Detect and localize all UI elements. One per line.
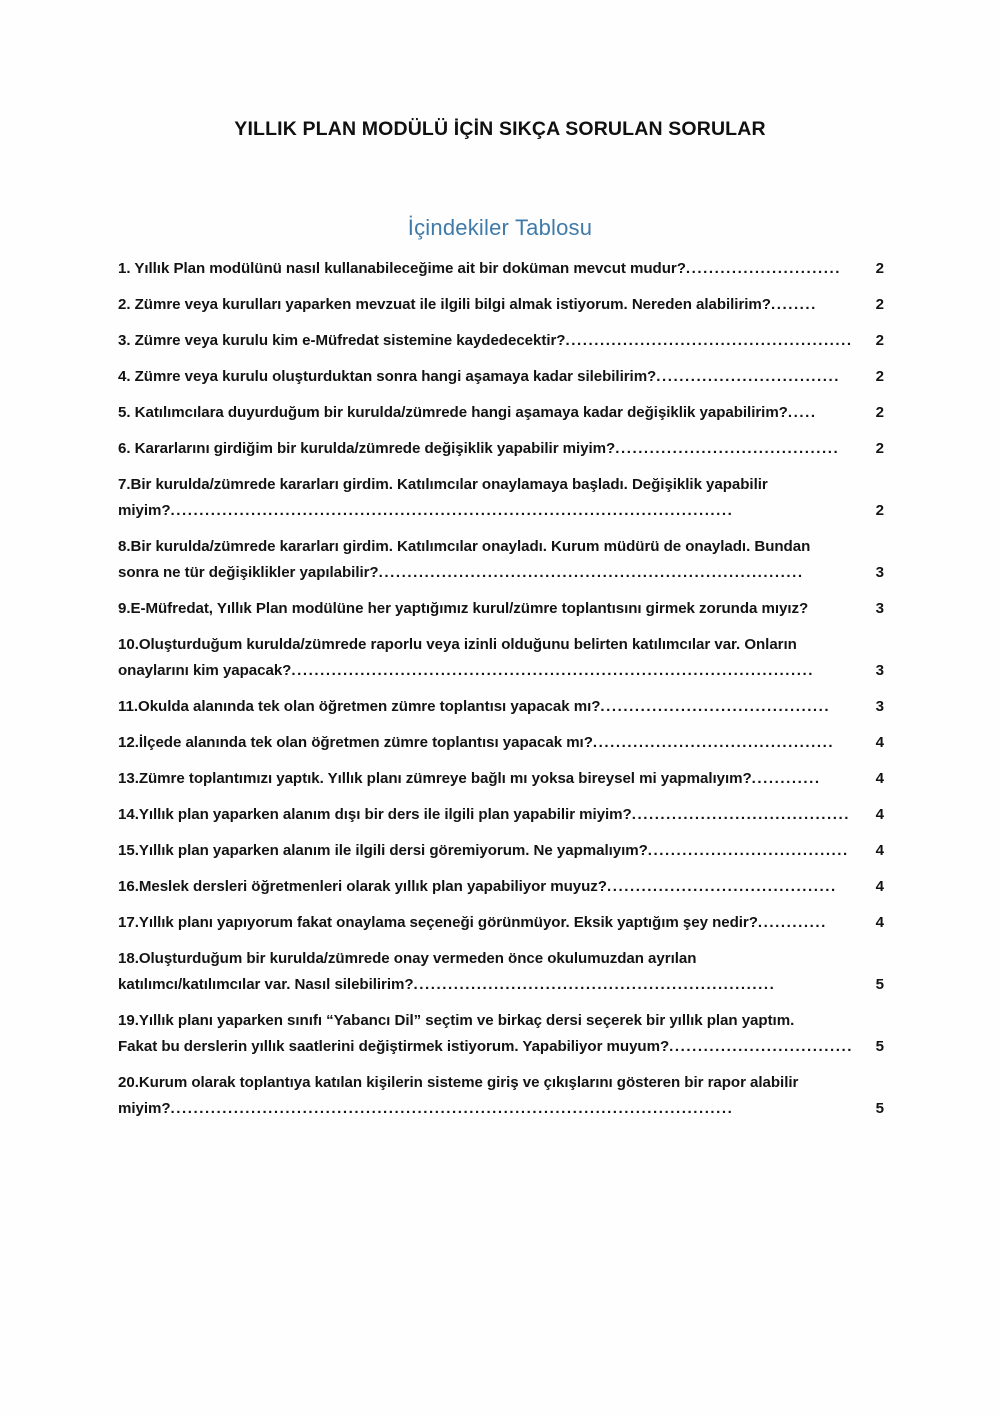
toc-dot-leader: ......................................: [631, 806, 850, 823]
toc-entry-label: miyim?: [118, 502, 171, 519]
toc-entry-label: 5. Katılımcılara duyurduğum bir kurulda/zümrede hangi aşamaya kadar değişiklik yapabilirim?: [118, 404, 788, 421]
toc-page-number: 2: [875, 296, 884, 313]
toc-dot-leader: ................................: [656, 368, 841, 385]
toc-entry[interactable]: [118, 910, 884, 936]
toc-entry-label: 3. Zümre veya kurulu kim e-Müfredat sistemine kaydedecektir?: [118, 332, 566, 349]
toc-entry[interactable]: [118, 292, 884, 318]
toc-entry-row: [118, 328, 884, 354]
toc-entry-text: 8.Bir kurulda/zümrede kararları girdim. Katılımcılar onayladı. Kurum müdürü de onayladı. Bundan: [118, 538, 811, 555]
toc-dot-leader: ............: [751, 770, 821, 787]
toc-dot-leader: ...........................................................................................: [291, 662, 815, 679]
toc-page-number: 2: [875, 440, 884, 457]
toc-entry-row: [118, 436, 884, 462]
toc-entry-label: 17.Yıllık planı yapıyorum fakat onaylama seçeneği görünmüyor. Eksik yaptığım şey nedir?: [118, 914, 758, 931]
toc-entry-text: 10.Oluşturduğum kurulda/zümrede raporlu veya izinli olduğunu belirten katılımcılar var. Onların: [118, 636, 797, 653]
toc-dot-leader: ..................................................................................................: [170, 1100, 734, 1117]
toc-entry[interactable]: [118, 364, 884, 390]
toc-entry-row: [118, 874, 884, 900]
toc-entry[interactable]: [118, 1070, 884, 1122]
toc-heading: İçindekiler Tablosu: [407, 215, 593, 240]
toc-entry-label: miyim?: [118, 1100, 171, 1117]
toc-entry[interactable]: [118, 766, 884, 792]
toc-dot-leader: ...............................................................: [413, 976, 776, 993]
toc-entry-row: [118, 658, 884, 684]
toc-entry[interactable]: [118, 946, 884, 998]
toc-entry-label: 6. Kararlarını girdiğim bir kurulda/zümrede değişiklik yapabilir miyim?: [118, 440, 616, 457]
toc-entry-row: [118, 1096, 884, 1122]
toc-entry-label: 11.Okulda alanında tek olan öğretmen zümre toplantısı yapacak mı?: [118, 698, 601, 715]
toc-page-number: 5: [875, 976, 884, 993]
toc-dot-leader: ..........................................................................: [378, 564, 804, 581]
toc-dot-leader: ........: [770, 296, 817, 313]
toc-page-number: 2: [875, 368, 884, 385]
toc-entry-row: [118, 400, 884, 426]
toc-page-number: 4: [875, 806, 884, 823]
toc-dot-leader: ...........................: [685, 260, 841, 277]
toc-entry[interactable]: [118, 694, 884, 720]
toc-page-number: 2: [875, 260, 884, 277]
toc-entry-label: 16.Meslek dersleri öğretmenleri olarak yıllık plan yapabiliyor muyuz?: [118, 878, 607, 895]
toc-dot-leader: ........................................: [606, 878, 837, 895]
toc-entry-text: 20.Kurum olarak toplantıya katılan kişilerin sisteme giriş ve çıkışlarını gösteren bir rapor alabilir: [118, 1074, 799, 1091]
toc-entry[interactable]: [118, 596, 884, 622]
toc-entry[interactable]: [118, 802, 884, 828]
toc-entry[interactable]: [118, 256, 884, 282]
toc-entry[interactable]: [118, 1008, 884, 1060]
toc-dot-leader: ........................................: [600, 698, 831, 715]
toc-entry-row: [118, 730, 884, 756]
toc-entry[interactable]: [118, 534, 884, 586]
toc-entry-row: [118, 802, 884, 828]
toc-entry-row: [118, 838, 884, 864]
toc-dot-leader: ..........................................: [592, 734, 835, 751]
toc-entry-row: [118, 364, 884, 390]
toc-page-number: 4: [875, 770, 884, 787]
toc-page-number: 3: [875, 662, 884, 679]
toc-entry-row: [118, 694, 884, 720]
toc-dot-leader: .......................................: [615, 440, 840, 457]
toc-dot-leader: .....: [787, 404, 817, 421]
toc-page-number: 5: [875, 1100, 884, 1117]
toc-dot-leader: ...................................: [647, 842, 849, 859]
toc-page-number: 3: [875, 564, 884, 581]
toc-page-number: 4: [875, 878, 884, 895]
toc-entry-label: 9.E-Müfredat, Yıllık Plan modülüne her yaptığımız kurul/zümre toplantısını girmek zorunda mıyız?: [118, 600, 809, 617]
toc-page-number: 4: [875, 914, 884, 931]
page-title: YILLIK PLAN MODÜLÜ İÇİN SIKÇA SORULAN SORULAR: [234, 118, 766, 140]
toc-entry-row: [118, 596, 884, 622]
toc-entry[interactable]: [118, 730, 884, 756]
toc-page-number: 2: [875, 404, 884, 421]
toc-entry-label: 13.Zümre toplantımızı yaptık. Yıllık planı zümreye bağlı mı yoksa bireysel mi yapmalıyım?: [118, 770, 752, 787]
toc-entry-text: 19.Yıllık planı yaparken sınıfı “Yabancı Dil” seçtim ve birkaç dersi seçerek bir yıllık plan yaptım.: [118, 1012, 795, 1029]
toc-page-number: 5: [875, 1038, 884, 1055]
toc-entry-label: 14.Yıllık plan yaparken alanım dışı bir ders ile ilgili plan yapabilir miyim?: [118, 806, 632, 823]
toc-dot-leader: ................................: [669, 1038, 853, 1055]
toc-entry[interactable]: [118, 472, 884, 524]
toc-page-number: 4: [875, 842, 884, 859]
toc-entry-row: [118, 560, 884, 586]
toc-entry-row: [118, 292, 884, 318]
toc-entry-label: 2. Zümre veya kurulları yaparken mevzuat ile ilgili bilgi almak istiyorum. Nereden alabilirim?: [118, 296, 771, 313]
toc-entry[interactable]: [118, 436, 884, 462]
toc-entry-text: 7.Bir kurulda/zümrede kararları girdim. Katılımcılar onaylamaya başladı. Değişiklik yapabilir: [118, 476, 768, 493]
toc-entry-row: [118, 910, 884, 936]
toc-page-number: 2: [875, 332, 884, 349]
toc-entry-row: [118, 766, 884, 792]
toc-entry-label: katılımcı/katılımcılar var. Nasıl silebilirim?: [118, 976, 414, 993]
toc-dot-leader: ..................................................................................................: [170, 502, 734, 519]
toc-entry-text: 18.Oluşturduğum bir kurulda/zümrede onay vermeden önce okulumuzdan ayrılan: [118, 950, 697, 967]
toc-entry-label: Fakat bu derslerin yıllık saatlerini değiştirmek istiyorum. Yapabiliyor muyum?: [118, 1038, 670, 1055]
toc-page-number: 4: [875, 734, 884, 751]
toc-entry[interactable]: [118, 874, 884, 900]
toc-entry-label: onaylarını kim yapacak?: [118, 662, 292, 679]
toc-page-number: 3: [875, 600, 884, 617]
toc-entry-label: 1. Yıllık Plan modülünü nasıl kullanabileceğime ait bir doküman mevcut mudur?: [118, 260, 686, 277]
toc-entry-row: [118, 1034, 884, 1060]
toc-entry-label: 15.Yıllık plan yaparken alanım ile ilgili dersi göremiyorum. Ne yapmalıyım?: [118, 842, 648, 859]
table-of-contents: [118, 256, 884, 1132]
toc-entry-label: sonra ne tür değişiklikler yapılabilir?: [118, 564, 379, 581]
toc-page-number: 3: [875, 698, 884, 715]
toc-entry[interactable]: [118, 328, 884, 354]
toc-entry-label: 12.İlçede alanında tek olan öğretmen zümre toplantısı yapacak mı?: [118, 734, 593, 751]
toc-dot-leader: ..................................................: [565, 332, 853, 349]
toc-dot-leader: ............: [757, 914, 827, 931]
toc-entry[interactable]: [118, 632, 884, 684]
toc-entry-row: [118, 256, 884, 282]
toc-page-number: 2: [875, 502, 884, 519]
toc-entry[interactable]: [118, 400, 884, 426]
toc-entry[interactable]: [118, 838, 884, 864]
toc-entry-row: [118, 498, 884, 524]
toc-entry-label: 4. Zümre veya kurulu oluşturduktan sonra hangi aşamaya kadar silebilirim?: [118, 368, 657, 385]
toc-entry-row: [118, 972, 884, 998]
